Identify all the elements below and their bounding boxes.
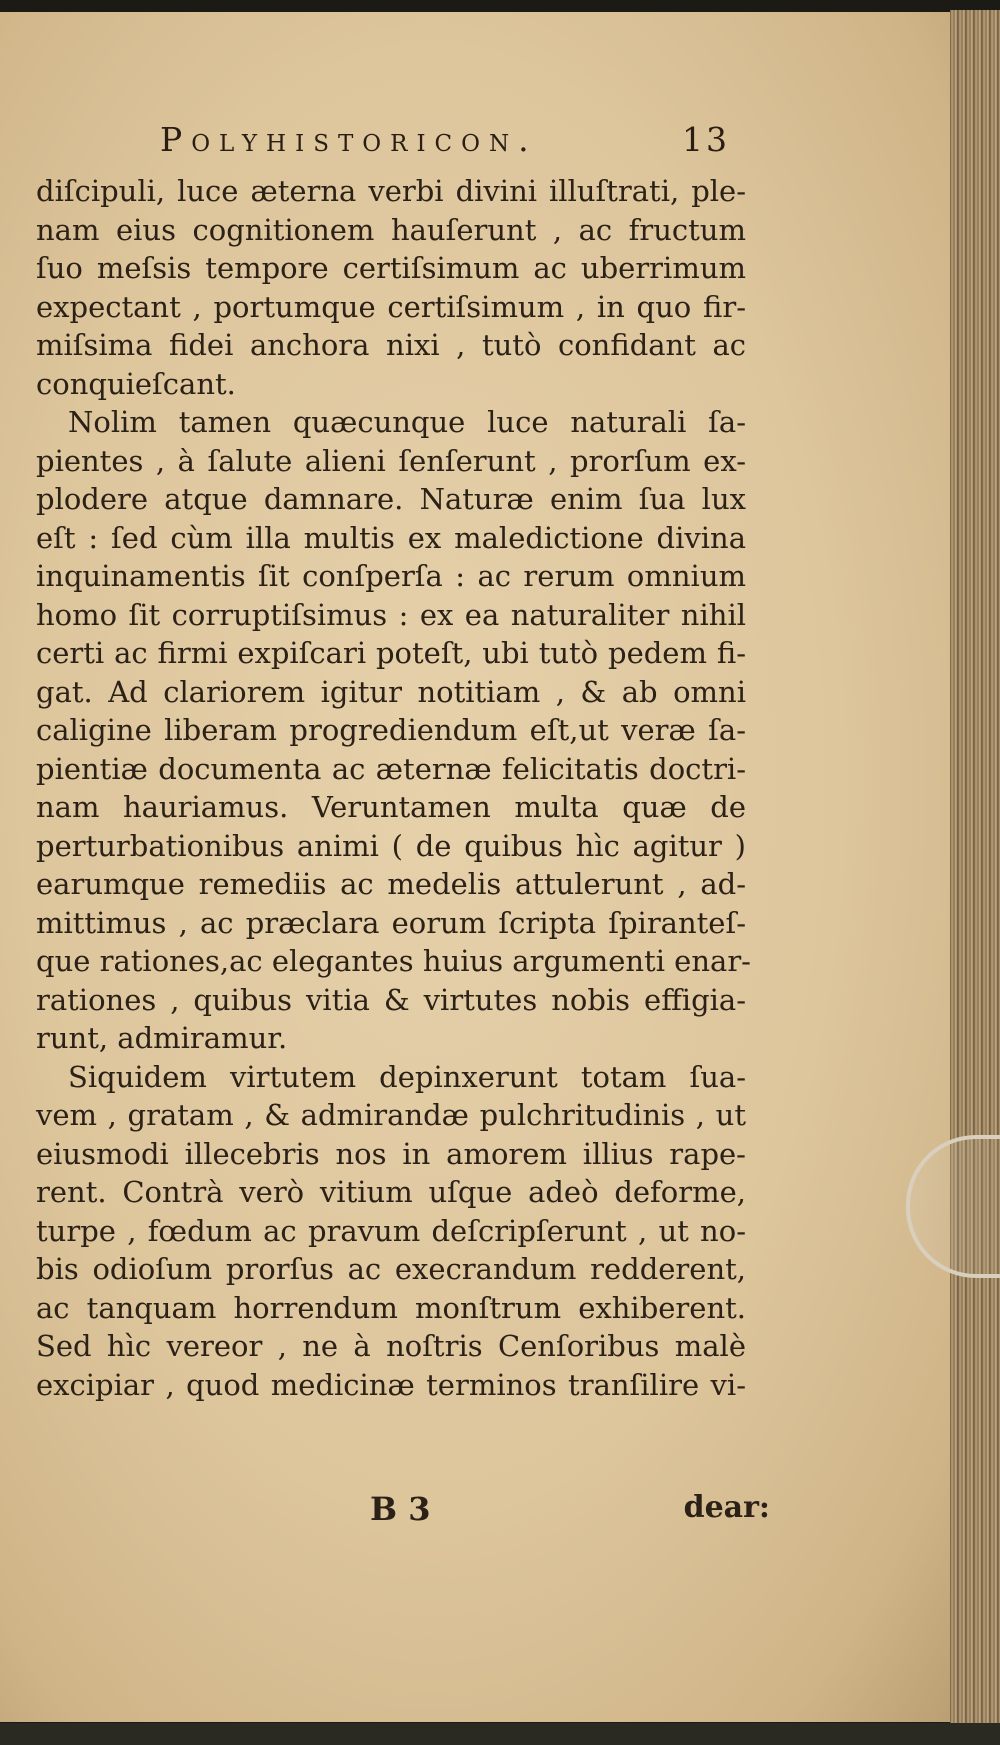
page-number: 13	[682, 120, 730, 159]
text-line: perturbationibus animi ( de quibus hìc agitur )	[36, 828, 746, 863]
body-text	[36, 172, 751, 1404]
catchword: dear:	[683, 1490, 770, 1525]
text-line: homo ſit corruptiſsimus : ex ea naturaliter nihil	[36, 597, 746, 632]
text-line: earumque remediis ac medelis attulerunt , ad-	[36, 867, 746, 901]
text-line: mittimus , ac præclara eorum ſcripta ſpiranteſ-	[36, 905, 746, 940]
text-line: ſuo meſsis tempore certiſsimum ac uberrimum	[36, 251, 746, 285]
page-footer	[370, 1490, 770, 1535]
text-line: que rationes,ac elegantes huius argumenti enar-	[36, 944, 751, 978]
text-line: runt, admiramur.	[36, 1021, 288, 1055]
text-line: ac tanquam horrendum monſtrum exhiberent.	[36, 1290, 746, 1325]
text-line: Nolim tamen quæcunque luce naturali ſa-	[68, 405, 746, 439]
text-line: nam eius cognitionem hauſerunt , ac fructum	[36, 212, 746, 247]
page-header	[160, 120, 730, 170]
signature-mark: B 3	[370, 1490, 431, 1528]
text-line: expectant , portumque certiſsimum , in quo fir-	[36, 289, 746, 324]
paragraph-3	[36, 1058, 746, 1405]
text-line: inquinamentis ſit conſperſa : ac rerum omnium	[36, 559, 746, 593]
text-line: certi ac firmi expiſcari poteſt, ubi tutò pedem fi-	[36, 636, 746, 670]
text-line: pientes , à ſalute alieni ſenſerunt , prorſum ex-	[36, 443, 746, 478]
text-line: miſsima fidei anchora nixi , tutò confidant ac	[36, 328, 746, 362]
text-line: conquieſcant.	[36, 366, 236, 401]
book-page	[0, 12, 962, 1722]
text-line: eiusmodi illecebris nos in amorem illius rape-	[36, 1136, 746, 1171]
text-line: turpe , fœdum ac pravum deſcripſerunt , ut no-	[36, 1213, 746, 1248]
text-line: Siquidem virtutem depinxerunt totam ſua-	[68, 1059, 746, 1094]
text-line: pientiæ documenta ac æternæ felicitatis doctri-	[36, 751, 746, 786]
text-line: rent. Contrà verò vitium uſque adeò deforme,	[36, 1175, 746, 1209]
text-line: excipiar , quod medicinæ terminos tranſilire vi-	[36, 1367, 746, 1402]
paragraph-2	[36, 403, 751, 1058]
text-line: diſcipuli, luce æterna verbi divini illuſtrati, ple-	[36, 174, 746, 208]
text-line: vem , gratam , & admirandæ pulchritudinis , ut	[36, 1098, 746, 1132]
paragraph-1	[36, 172, 746, 403]
text-line: rationes , quibus vitia & virtutes nobis effigia-	[36, 982, 746, 1017]
text-line: plodere atque damnare. Naturæ enim ſua lux	[36, 482, 746, 516]
text-line: eſt : ſed cùm illa multis ex maledictione divina	[36, 520, 746, 555]
page-edge-stack	[950, 10, 1000, 1735]
text-line: caligine liberam progrediendum eſt,ut veræ ſa-	[36, 713, 746, 747]
running-title: Polyhistoricon.	[160, 120, 538, 159]
bottom-border	[0, 1723, 1000, 1745]
text-line: nam hauriamus. Veruntamen multa quæ de	[36, 790, 746, 824]
text-line: bis odioſum prorſus ac execrandum redderent,	[36, 1252, 746, 1286]
text-line: gat. Ad clariorem igitur notitiam , & ab omni	[36, 674, 746, 709]
text-line: Sed hìc vereor , ne à noſtris Cenſoribus malè	[36, 1329, 746, 1363]
